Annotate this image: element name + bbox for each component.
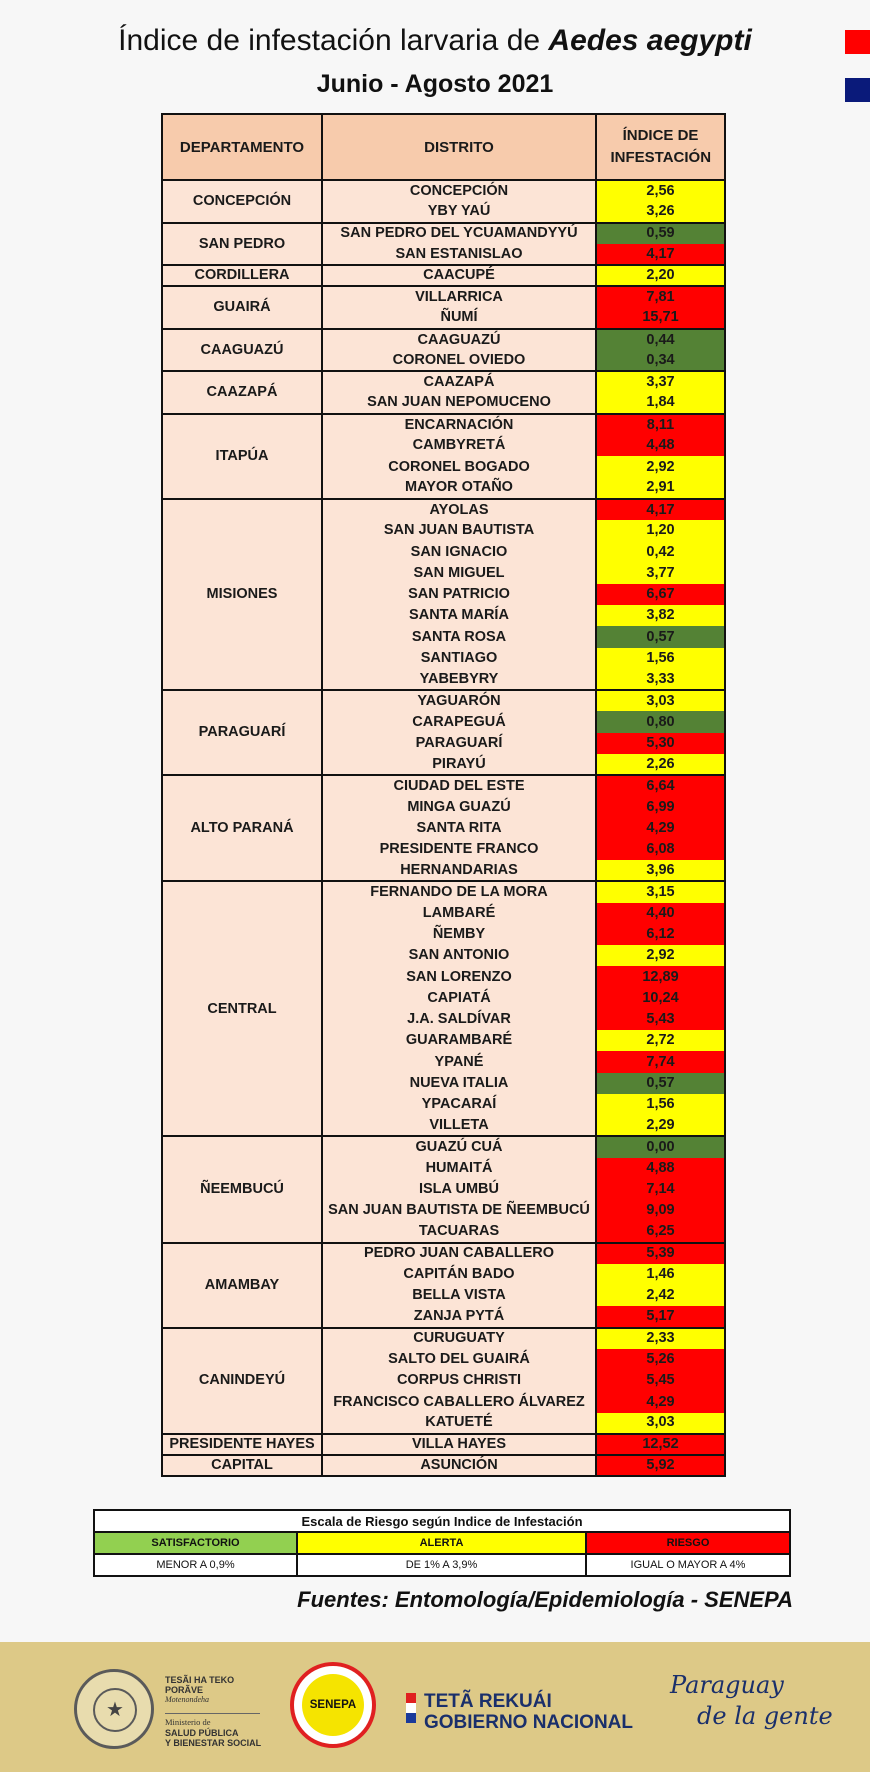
index-value-cell: 7,81: [596, 286, 725, 307]
district-cell: ZANJA PYTÁ: [322, 1306, 596, 1327]
district-cell: NUEVA ITALIA: [322, 1073, 596, 1094]
district-cell: FRANCISCO CABALLERO ÁLVAREZ: [322, 1391, 596, 1412]
table-row: [162, 499, 725, 520]
department-cell: GUAIRÁ: [162, 286, 322, 329]
index-value-cell: 3,26: [596, 201, 725, 222]
scale-riesgo: RIESGO: [586, 1532, 790, 1554]
district-cell: SAN PEDRO DEL YCUAMANDYYÚ: [322, 223, 596, 244]
scale-alerta: ALERTA: [297, 1532, 586, 1554]
table-row: [162, 1455, 725, 1476]
district-cell: MAYOR OTAÑO: [322, 478, 596, 499]
index-value-cell: 3,15: [596, 881, 725, 902]
index-value-cell: 2,92: [596, 945, 725, 966]
table-row: [162, 371, 725, 392]
table-row: [162, 690, 725, 711]
infestation-table: [161, 113, 726, 1477]
sources-note: Fuentes: Entomología/Epidemiología - SENEPA: [297, 1587, 793, 1612]
district-cell: ÑEMBY: [322, 924, 596, 945]
seal-star-icon: ★: [93, 1688, 137, 1732]
ministry-divider: [165, 1713, 260, 1714]
table-row: [162, 329, 725, 350]
senepa-label: SENEPA: [302, 1674, 364, 1736]
district-cell: CAAZAPÁ: [322, 371, 596, 392]
table-row: [162, 1243, 725, 1264]
index-value-cell: 5,92: [596, 1455, 725, 1476]
ministry-guarani-name: TESÃI HA TEKO PORÃVE Motenondeha: [165, 1675, 235, 1704]
index-value-cell: 4,29: [596, 818, 725, 839]
index-value-cell: 7,14: [596, 1179, 725, 1200]
risk-scale-table: [93, 1509, 791, 1577]
index-value-cell: 1,84: [596, 393, 725, 414]
index-value-cell: 7,74: [596, 1051, 725, 1072]
district-cell: ÑUMÍ: [322, 308, 596, 329]
department-cell: CORDILLERA: [162, 265, 322, 286]
index-value-cell: 0,00: [596, 1136, 725, 1157]
table-row: [162, 775, 725, 796]
district-cell: HUMAITÁ: [322, 1158, 596, 1179]
index-value-cell: 4,88: [596, 1158, 725, 1179]
district-cell: PIRAYÚ: [322, 754, 596, 775]
national-seal-icon: [74, 1669, 154, 1749]
index-value-cell: 0,57: [596, 626, 725, 647]
index-value-cell: 12,52: [596, 1434, 725, 1455]
district-cell: CAMBYRETÁ: [322, 435, 596, 456]
index-value-cell: 4,17: [596, 499, 725, 520]
district-cell: GUARAMBARÉ: [322, 1030, 596, 1051]
district-cell: CAPIATÁ: [322, 988, 596, 1009]
district-cell: CONCEPCIÓN: [322, 180, 596, 201]
index-value-cell: 2,56: [596, 180, 725, 201]
scale-satisfactorio: SATISFACTORIO: [94, 1532, 297, 1554]
index-value-cell: 5,43: [596, 1009, 725, 1030]
district-cell: PEDRO JUAN CABALLERO: [322, 1243, 596, 1264]
district-cell: CAAGUAZÚ: [322, 329, 596, 350]
department-cell: CENTRAL: [162, 881, 322, 1136]
district-cell: GUAZÚ CUÁ: [322, 1136, 596, 1157]
district-cell: TACUARAS: [322, 1221, 596, 1242]
table-row: [162, 1328, 725, 1349]
table-row: [162, 1434, 725, 1455]
index-value-cell: 0,34: [596, 350, 725, 371]
paraguay-de-la-gente-logo: Paraguay de la gente: [670, 1671, 833, 1731]
district-cell: SANTA RITA: [322, 818, 596, 839]
department-cell: SAN PEDRO: [162, 223, 322, 266]
index-value-cell: 2,33: [596, 1328, 725, 1349]
index-value-cell: 2,72: [596, 1030, 725, 1051]
index-value-cell: 10,24: [596, 988, 725, 1009]
index-value-cell: 5,39: [596, 1243, 725, 1264]
district-cell: SANTA ROSA: [322, 626, 596, 647]
district-cell: CORONEL OVIEDO: [322, 350, 596, 371]
district-cell: VILLARRICA: [322, 286, 596, 307]
index-value-cell: 2,92: [596, 456, 725, 477]
department-cell: ÑEEMBUCÚ: [162, 1136, 322, 1242]
table-row: [162, 414, 725, 435]
index-value-cell: 9,09: [596, 1200, 725, 1221]
index-value-cell: 3,33: [596, 669, 725, 690]
district-cell: SAN ESTANISLAO: [322, 244, 596, 265]
header-distrito: DISTRITO: [322, 114, 596, 180]
index-value-cell: 0,57: [596, 1073, 725, 1094]
index-value-cell: 5,45: [596, 1370, 725, 1391]
index-value-cell: 15,71: [596, 308, 725, 329]
index-value-cell: 5,17: [596, 1306, 725, 1327]
index-value-cell: 3,82: [596, 605, 725, 626]
district-cell: YPANÉ: [322, 1051, 596, 1072]
index-value-cell: 5,26: [596, 1349, 725, 1370]
district-cell: SAN ANTONIO: [322, 945, 596, 966]
index-value-cell: 3,03: [596, 690, 725, 711]
index-value-cell: 2,29: [596, 1115, 725, 1136]
district-cell: PRESIDENTE FRANCO: [322, 839, 596, 860]
index-value-cell: 0,80: [596, 711, 725, 732]
district-cell: CAPITÁN BADO: [322, 1264, 596, 1285]
district-cell: YBY YAÚ: [322, 201, 596, 222]
department-cell: PRESIDENTE HAYES: [162, 1434, 322, 1455]
district-cell: SAN MIGUEL: [322, 563, 596, 584]
district-cell: MINGA GUAZÚ: [322, 796, 596, 817]
table-row: [162, 265, 725, 286]
index-value-cell: 6,99: [596, 796, 725, 817]
index-value-cell: 2,26: [596, 754, 725, 775]
index-value-cell: 3,37: [596, 371, 725, 392]
department-cell: ALTO PARANÁ: [162, 775, 322, 881]
page-title: [0, 24, 870, 58]
index-value-cell: 4,48: [596, 435, 725, 456]
index-value-cell: 6,25: [596, 1221, 725, 1242]
district-cell: KATUETÉ: [322, 1413, 596, 1434]
district-cell: SANTA MARÍA: [322, 605, 596, 626]
department-cell: MISIONES: [162, 499, 322, 690]
index-value-cell: 1,56: [596, 1094, 725, 1115]
department-cell: ITAPÚA: [162, 414, 322, 499]
footer-bar: [0, 1642, 870, 1772]
district-cell: SALTO DEL GUAIRÁ: [322, 1349, 596, 1370]
district-cell: CIUDAD DEL ESTE: [322, 775, 596, 796]
index-value-cell: 2,20: [596, 265, 725, 286]
table-row: [162, 223, 725, 244]
scale-alerta-range: DE 1% A 3,9%: [297, 1554, 586, 1576]
table-row: [162, 1136, 725, 1157]
index-value-cell: 3,03: [596, 1413, 725, 1434]
district-cell: YABEBYRY: [322, 669, 596, 690]
index-value-cell: 0,42: [596, 541, 725, 562]
title-species: Aedes aegypti: [548, 24, 752, 57]
index-value-cell: 3,96: [596, 860, 725, 881]
table-header-row: [162, 114, 725, 180]
district-cell: CAACUPÉ: [322, 265, 596, 286]
index-value-cell: 1,20: [596, 520, 725, 541]
department-cell: CAAGUAZÚ: [162, 329, 322, 372]
department-cell: CAPITAL: [162, 1455, 322, 1476]
district-cell: LAMBARÉ: [322, 903, 596, 924]
ministry-spanish-name: Ministerio de SALUD PÚBLICA Y BIENESTAR SOCIAL: [165, 1717, 262, 1749]
district-cell: ISLA UMBÚ: [322, 1179, 596, 1200]
district-cell: HERNANDARIAS: [322, 860, 596, 881]
index-value-cell: 3,77: [596, 563, 725, 584]
title-prefix: Índice de infestación larvaria de: [118, 24, 549, 57]
district-cell: SAN IGNACIO: [322, 541, 596, 562]
district-cell: SAN JUAN NEPOMUCENO: [322, 393, 596, 414]
district-cell: VILLA HAYES: [322, 1434, 596, 1455]
index-value-cell: 6,67: [596, 584, 725, 605]
table-row: [162, 881, 725, 902]
index-value-cell: 5,30: [596, 733, 725, 754]
district-cell: CORONEL BOGADO: [322, 456, 596, 477]
index-value-cell: 2,42: [596, 1285, 725, 1306]
index-value-cell: 0,44: [596, 329, 725, 350]
table-row: [162, 180, 725, 201]
district-cell: BELLA VISTA: [322, 1285, 596, 1306]
index-value-cell: 1,46: [596, 1264, 725, 1285]
scale-riesgo-range: IGUAL O MAYOR A 4%: [586, 1554, 790, 1576]
gobierno-nacional-logo: TETÃ REKUÁI GOBIERNO NACIONAL: [424, 1691, 633, 1733]
district-cell: YAGUARÓN: [322, 690, 596, 711]
paraguay-flag-icon: [406, 1693, 416, 1723]
page-subtitle: Junio - Agosto 2021: [316, 70, 554, 98]
index-value-cell: 6,08: [596, 839, 725, 860]
index-value-cell: 12,89: [596, 966, 725, 987]
index-value-cell: 0,59: [596, 223, 725, 244]
district-cell: FERNANDO DE LA MORA: [322, 881, 596, 902]
department-cell: CANINDEYÚ: [162, 1328, 322, 1434]
risk-scale-title: Escala de Riesgo según Indice de Infestación: [94, 1510, 790, 1532]
district-cell: YPACARAÍ: [322, 1094, 596, 1115]
header-indice: ÍNDICE DE INFESTACIÓN: [596, 114, 725, 180]
index-value-cell: 6,12: [596, 924, 725, 945]
senepa-logo: [290, 1662, 376, 1748]
index-value-cell: 1,56: [596, 648, 725, 669]
department-cell: PARAGUARÍ: [162, 690, 322, 775]
index-value-cell: 4,29: [596, 1391, 725, 1412]
department-cell: CAAZAPÁ: [162, 371, 322, 414]
district-cell: SAN PATRICIO: [322, 584, 596, 605]
district-cell: SANTIAGO: [322, 648, 596, 669]
district-cell: ENCARNACIÓN: [322, 414, 596, 435]
index-value-cell: 4,17: [596, 244, 725, 265]
header-departamento: DEPARTAMENTO: [162, 114, 322, 180]
district-cell: SAN JUAN BAUTISTA: [322, 520, 596, 541]
district-cell: CURUGUATY: [322, 1328, 596, 1349]
scale-satisfactorio-range: MENOR A 0,9%: [94, 1554, 297, 1576]
department-cell: AMAMBAY: [162, 1243, 322, 1328]
index-value-cell: 4,40: [596, 903, 725, 924]
index-value-cell: 8,11: [596, 414, 725, 435]
district-cell: PARAGUARÍ: [322, 733, 596, 754]
district-cell: ASUNCIÓN: [322, 1455, 596, 1476]
district-cell: CARAPEGUÁ: [322, 711, 596, 732]
table-row: [162, 286, 725, 307]
index-value-cell: 6,64: [596, 775, 725, 796]
district-cell: SAN JUAN BAUTISTA DE ÑEEMBUCÚ: [322, 1200, 596, 1221]
district-cell: J.A. SALDÍVAR: [322, 1009, 596, 1030]
district-cell: CORPUS CHRISTI: [322, 1370, 596, 1391]
district-cell: SAN LORENZO: [322, 966, 596, 987]
district-cell: VILLETA: [322, 1115, 596, 1136]
district-cell: AYOLAS: [322, 499, 596, 520]
index-value-cell: 2,91: [596, 478, 725, 499]
department-cell: CONCEPCIÓN: [162, 180, 322, 223]
